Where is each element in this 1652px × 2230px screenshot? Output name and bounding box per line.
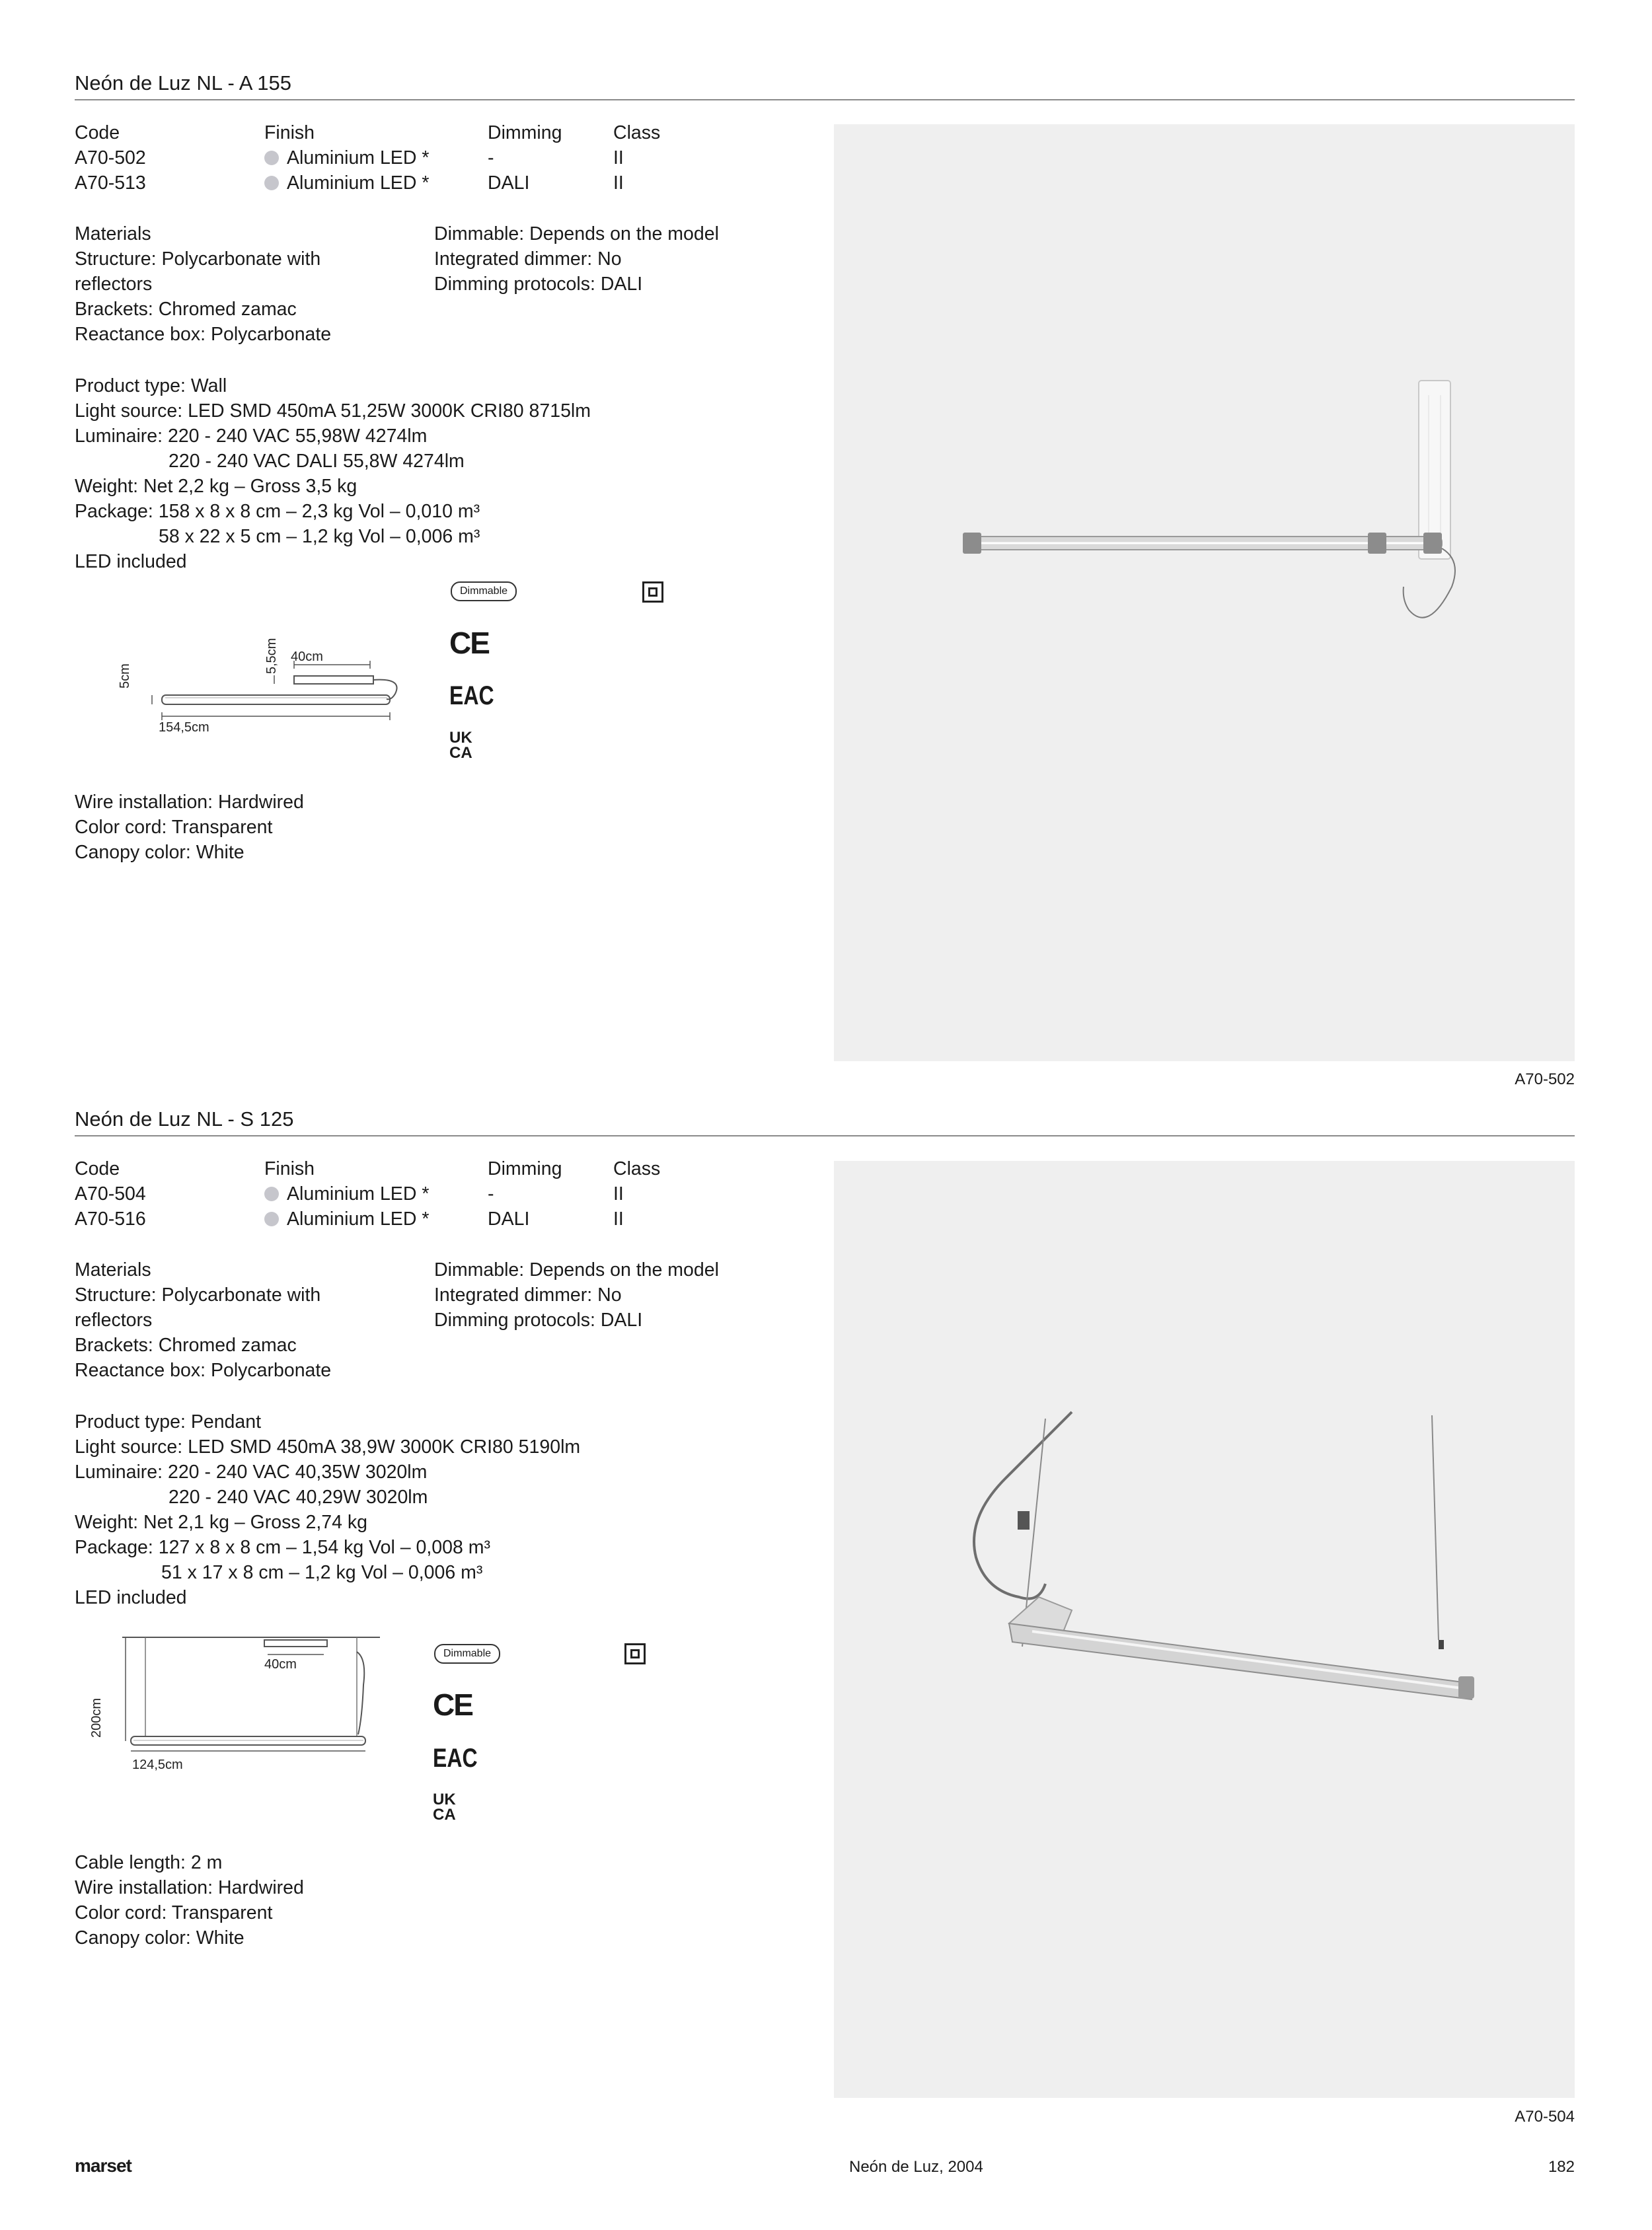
materials-line: Materials	[75, 1259, 151, 1281]
row-class: II	[613, 147, 624, 168]
section1-product-photo	[834, 124, 1575, 1061]
section1-materials	[75, 221, 331, 347]
install-line: Wire installation: Hardwired	[75, 1877, 304, 1898]
finish-swatch-icon	[264, 151, 279, 165]
install-line: Canopy color: White	[75, 1927, 244, 1949]
materials-line: reflectors	[75, 1310, 153, 1331]
spec-line: Luminaire: 220 - 240 VAC 40,35W 3020lm	[75, 1462, 428, 1483]
spec-line: LED included	[75, 551, 187, 572]
finish-swatch-icon	[264, 1187, 279, 1201]
install-line: Color cord: Transparent	[75, 1902, 273, 1923]
header-dimming: Dimming	[488, 1158, 562, 1179]
dimmable-badge: Dimmable	[451, 581, 517, 601]
row-class: II	[613, 1183, 624, 1205]
ukca-mark-icon: UK CA	[449, 729, 472, 762]
dim-drop-label: 200cm	[89, 1697, 104, 1738]
reactance-box-outline	[294, 676, 373, 684]
row-dimming: DALI	[488, 172, 530, 194]
finish-swatch-icon	[264, 1212, 279, 1226]
section2-product-photo	[834, 1161, 1575, 2098]
materials-line: reflectors	[75, 274, 153, 295]
dim-length-label: 124,5cm	[132, 1758, 183, 1772]
spec-line: Light source: LED SMD 450mA 38,9W 3000K CRI80 5190lm	[75, 1436, 581, 1458]
section2-title: Neón de Luz NL - S 125	[75, 1107, 294, 1131]
dimming-line: Dimmable: Depends on the model	[434, 223, 719, 244]
footer-page-number: 182	[1548, 2158, 1575, 2176]
spec-line: Product type: Wall	[75, 375, 227, 396]
install-line: Cable length: 2 m	[75, 1852, 223, 1873]
row-code: A70-504	[75, 1183, 146, 1205]
spec-line: Product type: Pendant	[75, 1411, 262, 1432]
header-dimming: Dimming	[488, 122, 562, 143]
cord-path	[357, 1652, 364, 1734]
dim-height-label: 5cm	[118, 663, 132, 688]
cord-path	[373, 680, 397, 700]
materials-line: Reactance box: Polycarbonate	[75, 324, 332, 345]
spec-line: LED included	[75, 1587, 187, 1608]
spec-line: Luminaire: 220 - 240 VAC 55,98W 4274lm	[75, 426, 428, 447]
tube-outline	[162, 695, 390, 704]
section2-specs	[75, 1409, 580, 1610]
dimming-line: Integrated dimmer: No	[434, 1284, 622, 1306]
header-finish: Finish	[264, 122, 315, 143]
header-finish: Finish	[264, 1158, 315, 1179]
cable-grip	[1018, 1511, 1030, 1530]
header-code: Code	[75, 1158, 120, 1179]
row-dimming: DALI	[488, 1208, 530, 1230]
wall-box-shape	[1419, 381, 1450, 559]
finish-swatch-icon	[264, 176, 279, 190]
header-class: Class	[613, 1158, 661, 1179]
reactance-box-outline	[264, 1640, 327, 1647]
section2-dimension-drawing	[112, 1632, 396, 1764]
section2-installation	[75, 1850, 304, 1951]
header-code: Code	[75, 122, 120, 143]
eac-mark-icon: EAC	[433, 1744, 478, 1773]
install-line: Canopy color: White	[75, 842, 244, 863]
materials-line: Materials	[75, 223, 151, 244]
dim-box-label: 40cm	[291, 650, 323, 664]
row-code: A70-513	[75, 172, 146, 194]
spec-line: Package: 127 x 8 x 8 cm – 1,54 kg Vol – 0,008 m³	[75, 1537, 490, 1558]
dimming-line: Dimming protocols: DALI	[434, 274, 643, 295]
bracket-right	[1423, 533, 1442, 554]
dim-box-label: 40cm	[264, 1657, 297, 1672]
row-dimming: -	[488, 1183, 494, 1205]
row-code: A70-516	[75, 1208, 146, 1230]
materials-line: Structure: Polycarbonate with	[75, 1284, 321, 1306]
eac-mark-icon: EAC	[449, 681, 494, 710]
row-dimming: -	[488, 147, 494, 168]
section1-photo-caption: A70-502	[1515, 1070, 1575, 1088]
header-class: Class	[613, 122, 661, 143]
row-class: II	[613, 1208, 624, 1230]
wall-lamp-illustration	[834, 124, 1575, 1061]
row-code: A70-502	[75, 147, 146, 168]
class-ii-icon	[642, 581, 663, 603]
power-cord-shape	[974, 1412, 1072, 1599]
spec-line: 220 - 240 VAC DALI 55,8W 4274lm	[169, 451, 465, 472]
spec-line: 220 - 240 VAC 40,29W 3020lm	[169, 1487, 428, 1508]
section2-materials	[75, 1257, 331, 1383]
wire-clamp	[1439, 1640, 1444, 1649]
materials-line: Brackets: Chromed zamac	[75, 299, 297, 320]
ce-mark-icon: CE	[449, 626, 489, 660]
footer-collection: Neón de Luz, 2004	[849, 2158, 983, 2176]
install-line: Wire installation: Hardwired	[75, 792, 304, 813]
ce-mark-icon: CE	[433, 1688, 472, 1722]
spec-line: Weight: Net 2,1 kg – Gross 2,74 kg	[75, 1512, 368, 1533]
spec-line: 58 x 22 x 5 cm – 1,2 kg Vol – 0,006 m³	[159, 526, 480, 547]
dimming-line: Dimmable: Depends on the model	[434, 1259, 719, 1281]
section1-specs	[75, 373, 591, 574]
materials-line: Reactance box: Polycarbonate	[75, 1360, 332, 1381]
dimming-line: Dimming protocols: DALI	[434, 1310, 643, 1331]
materials-line: Brackets: Chromed zamac	[75, 1335, 297, 1356]
bracket-mid	[1368, 533, 1386, 554]
brand-logo: marset	[75, 2155, 131, 2176]
spec-line: Weight: Net 2,2 kg – Gross 3,5 kg	[75, 476, 357, 497]
section2-rule	[75, 1135, 1575, 1136]
spec-line: Package: 158 x 8 x 8 cm – 2,3 kg Vol – 0,010 m³	[75, 501, 480, 522]
section1-title: Neón de Luz NL - A 155	[75, 71, 292, 94]
spec-line: 51 x 17 x 8 cm – 1,2 kg Vol – 0,006 m³	[161, 1562, 483, 1583]
section2-dimming-info	[434, 1257, 719, 1333]
dimming-line: Integrated dimmer: No	[434, 248, 622, 270]
row-finish: Aluminium LED *	[264, 1207, 429, 1232]
row-finish: Aluminium LED *	[264, 170, 429, 196]
dimmable-badge: Dimmable	[434, 1644, 500, 1664]
row-finish: Aluminium LED *	[264, 1181, 429, 1207]
section1-installation	[75, 790, 304, 865]
dim-depth-label: 5,5cm	[264, 638, 279, 674]
section2-photo-caption: A70-504	[1515, 2108, 1575, 2126]
bracket-left	[963, 533, 981, 554]
section1-dimming-info	[434, 221, 719, 297]
end-cap	[1458, 1676, 1474, 1699]
row-finish: Aluminium LED *	[264, 145, 429, 170]
class-ii-icon	[624, 1643, 646, 1664]
row-class: II	[613, 172, 624, 194]
spec-line: Light source: LED SMD 450mA 51,25W 3000K CRI80 8715lm	[75, 400, 591, 422]
materials-line: Structure: Polycarbonate with	[75, 248, 321, 270]
ukca-mark-icon: UK CA	[433, 1791, 456, 1824]
dim-length-label: 154,5cm	[159, 720, 209, 735]
suspension-wire-right	[1432, 1415, 1439, 1640]
tube-shape	[1009, 1623, 1472, 1699]
section1-rule	[75, 99, 1575, 100]
install-line: Color cord: Transparent	[75, 817, 273, 838]
pendant-lamp-illustration	[834, 1161, 1575, 2098]
